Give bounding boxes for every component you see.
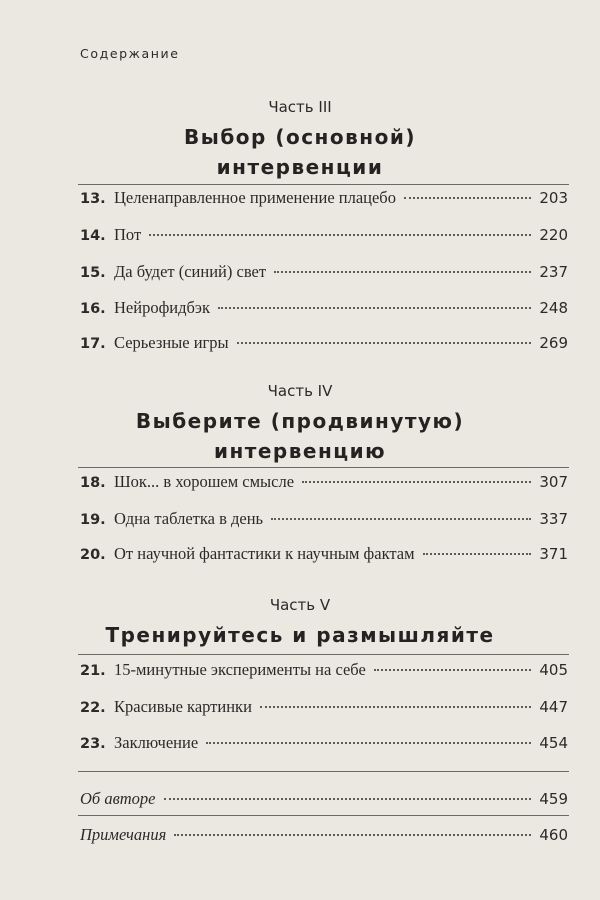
part-3-title-line2: интервенции — [216, 155, 384, 179]
part-4-label: Часть IV — [267, 382, 333, 400]
page-number: 337 — [539, 510, 568, 528]
part-5-title-line1: Тренируйтесь и размышляйте — [105, 623, 495, 647]
toc-entry-23[interactable] — [80, 733, 568, 759]
chapter-title: Нейрофидбэк — [114, 298, 210, 317]
toc-entry-14[interactable] — [80, 225, 568, 251]
chapter-number: 13. — [80, 191, 106, 207]
chapter-number: 16. — [80, 301, 106, 317]
part-4-title-line2: интервенцию — [213, 439, 387, 463]
chapter-number: 19. — [80, 512, 106, 528]
back-matter-rule-2 — [78, 815, 569, 816]
chapter-title: Одна таблетка в день — [114, 509, 264, 528]
part-4-rule — [78, 467, 569, 468]
chapter-number: 20. — [80, 547, 106, 563]
toc-entry-17[interactable] — [80, 333, 568, 359]
dot-leader — [174, 834, 531, 836]
chapter-number: 21. — [80, 663, 106, 679]
dot-leader — [271, 518, 531, 520]
page-number: 459 — [539, 790, 568, 808]
chapter-title: Целенаправленное применение плацебо — [114, 188, 396, 207]
dot-leader — [404, 197, 531, 199]
part-5-label: Часть V — [269, 596, 331, 614]
page-number: 237 — [539, 263, 568, 281]
chapter-number: 14. — [80, 228, 106, 244]
part-4-title — [0, 406, 600, 466]
chapter-title: Шок... в хорошем смысле — [114, 472, 295, 491]
chapter-number: 23. — [80, 736, 106, 752]
toc-entry-21[interactable] — [80, 660, 568, 686]
part-3-label: Часть III — [268, 98, 332, 116]
back-matter-rule-1 — [78, 771, 569, 772]
toc-entry-16[interactable] — [80, 298, 568, 324]
chapter-title: Заключение — [114, 733, 199, 752]
back-matter-title: Об авторе — [80, 789, 156, 808]
chapter-number: 18. — [80, 475, 106, 491]
toc-entry-20[interactable] — [80, 544, 568, 570]
part-3-title — [0, 122, 600, 182]
toc-entry-15[interactable] — [80, 262, 568, 288]
chapter-title: От научной фантастики к научным фактам — [114, 544, 415, 563]
part-3-title-line1: Выбор (основной) — [184, 125, 416, 149]
chapter-title: Серьезные игры — [114, 333, 229, 352]
dot-leader — [374, 669, 532, 671]
part-5-rule — [78, 654, 569, 655]
dot-leader — [274, 271, 531, 273]
chapter-number: 17. — [80, 336, 106, 352]
chapter-title: Да будет (синий) свет — [114, 262, 267, 281]
back-matter-title: Примечания — [80, 825, 167, 844]
page-number: 460 — [539, 826, 568, 844]
page-number: 248 — [539, 299, 568, 317]
toc-entry-notes[interactable] — [80, 825, 568, 851]
toc-entry-about-author[interactable] — [80, 789, 568, 815]
part-5-title — [0, 620, 600, 650]
toc-entry-22[interactable] — [80, 697, 568, 723]
chapter-title: Красивые картинки — [114, 697, 252, 716]
dot-leader — [164, 798, 532, 800]
page-number: 405 — [539, 661, 568, 679]
chapter-number: 22. — [80, 700, 106, 716]
dot-leader — [206, 742, 531, 744]
toc-entry-19[interactable] — [80, 509, 568, 535]
dot-leader — [218, 307, 531, 309]
page-number: 371 — [539, 545, 568, 563]
page-number: 203 — [539, 189, 568, 207]
toc-entry-18[interactable] — [80, 472, 568, 498]
dot-leader — [149, 234, 531, 236]
chapter-number: 15. — [80, 265, 106, 281]
toc-entry-13[interactable] — [80, 188, 568, 214]
dot-leader — [423, 553, 532, 555]
page-number: 307 — [539, 473, 568, 491]
part-3-rule — [78, 184, 569, 185]
page-number: 220 — [539, 226, 568, 244]
dot-leader — [237, 342, 532, 344]
page-number: 269 — [539, 334, 568, 352]
dot-leader — [302, 481, 531, 483]
page-number: 454 — [539, 734, 568, 752]
part-4-title-line1: Выберите (продвинутую) — [135, 409, 465, 433]
running-head: Содержание — [80, 46, 180, 61]
chapter-title: Пот — [114, 225, 142, 244]
dot-leader — [260, 706, 531, 708]
chapter-title: 15-минутные эксперименты на себе — [114, 660, 366, 679]
page-number: 447 — [539, 698, 568, 716]
